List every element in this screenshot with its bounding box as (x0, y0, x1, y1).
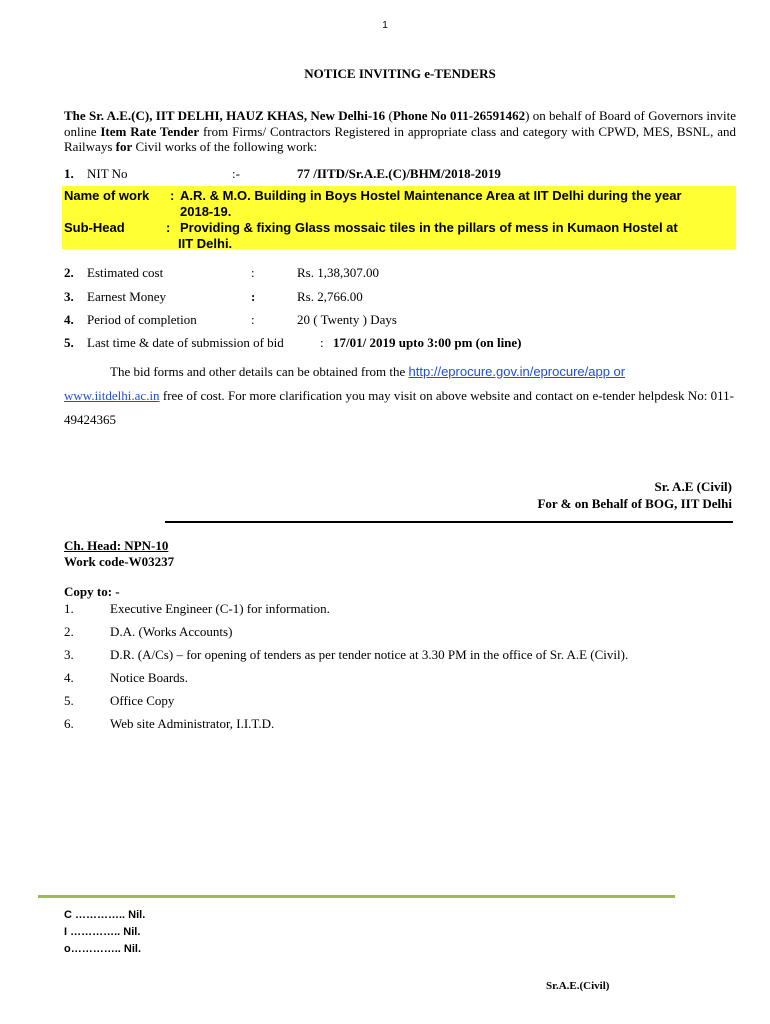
name-of-work-line1: A.R. & M.O. Building in Boys Hostel Maintenance Area at IIT Delhi during the year (180, 188, 682, 203)
name-of-work-label: Name of work (64, 188, 150, 203)
nit-label: NIT No (87, 166, 128, 181)
bid-text: The bid forms and other details can be obtained from the (110, 364, 409, 379)
sub-head-label: Sub-Head (64, 220, 125, 235)
intro-text: ( (385, 108, 393, 123)
divider-line (165, 521, 733, 523)
intro-authority: The Sr. A.E.(C), IIT DELHI, HAUZ KHAS, New Delhi-16 (64, 108, 386, 123)
intro-phone: Phone No 011-26591462 (392, 108, 526, 123)
intro-text: from Firms/ Contractors Registered in appropriate class and category with CPWD, MES, BSNL, and Railways (64, 123, 736, 154)
list-item (64, 716, 744, 734)
cio-line: I ………….. Nil. (64, 926, 141, 938)
list-number: 4. (64, 670, 74, 685)
list-number: 1. (64, 601, 74, 616)
list-number: 5. (64, 693, 74, 708)
page-title: NOTICE INVITING e-TENDERS (304, 66, 496, 81)
sub-head-line2: IIT Delhi. (178, 236, 233, 251)
intro-text: ) on behalf of Board of Governors invite online (64, 108, 736, 139)
signature-behalf: For & on Behalf of BOG, IIT Delhi (537, 496, 732, 511)
list-text: D.R. (A/Cs) – for opening of tenders as per tender notice at 3.30 PM in the office of Sr. A.E (Civil). (110, 647, 629, 662)
eprocure-link[interactable]: http://eprocure.gov.in/eprocure/app or (408, 364, 626, 379)
list-text: Office Copy (110, 693, 175, 708)
list-text: D.A. (Works Accounts) (110, 624, 233, 639)
work-code: Work code-W03237 (64, 554, 175, 569)
list-text: Web site Administrator, I.I.T.D. (110, 716, 275, 731)
detail-number: 5. (64, 335, 74, 350)
detail-number: 2. (64, 265, 74, 280)
page-number: 1 (382, 20, 388, 31)
list-number: 2. (64, 624, 74, 639)
bid-text: free of cost. For more clarification you may visit on above website and contact on e-tender helpdesk No: 011-49424365 (64, 388, 734, 427)
detail-label: Earnest Money (87, 289, 167, 304)
detail-label: Estimated cost (87, 265, 164, 280)
head-codes (64, 538, 174, 570)
intro-for: for (115, 139, 133, 154)
detail-row (64, 265, 736, 283)
detail-colon: : (251, 265, 255, 280)
detail-colon: : (251, 312, 255, 327)
detail-value: Rs. 1,38,307.00 (297, 265, 379, 280)
detail-colon: : (320, 335, 324, 350)
name-of-work-colon: : (170, 188, 175, 203)
detail-colon: : (251, 289, 256, 304)
detail-value: 20 ( Twenty ) Days (297, 312, 397, 327)
list-number: 6. (64, 716, 74, 731)
submission-label: Last time & date of submission of bid (87, 335, 284, 350)
list-text: Notice Boards. (110, 670, 188, 685)
cio-block (64, 907, 145, 958)
cio-line: C ………….. Nil. (64, 909, 146, 921)
detail-row (64, 312, 736, 330)
nit-colon: :- (232, 166, 240, 181)
list-item (64, 601, 744, 619)
work-highlight-box (62, 186, 736, 249)
footer-signature: Sr.A.E.(Civil) (546, 980, 610, 992)
bid-paragraph (64, 360, 734, 432)
detail-number: 3. (64, 289, 74, 304)
intro-tender-type: Item Rate Tender (100, 123, 200, 139)
cio-line: o………….. Nil. (64, 943, 141, 955)
copy-to-heading: Copy to: - (64, 584, 120, 599)
signature-title: Sr. A.E (Civil) (654, 479, 732, 494)
list-item (64, 670, 744, 688)
detail-value: Rs. 2,766.00 (297, 289, 363, 304)
detail-label: Period of completion (87, 312, 197, 327)
footer-divider (38, 895, 675, 898)
intro-paragraph (64, 108, 736, 155)
submission-row (64, 335, 736, 353)
list-item (64, 647, 744, 665)
list-item (64, 693, 744, 711)
signature-block (537, 478, 732, 512)
intro-text: Civil works of the following work: (132, 139, 318, 154)
nit-value: 77 /IITD/Sr.A.E.(C)/BHM/2018-2019 (297, 166, 501, 181)
submission-value: 17/01/ 2019 upto 3:00 pm (on line) (333, 335, 522, 350)
list-number: 3. (64, 647, 74, 662)
detail-row (64, 289, 736, 307)
iitdelhi-link[interactable]: www.iitdelhi.ac.in (64, 388, 160, 403)
nit-number: 1. (64, 166, 74, 181)
detail-number: 4. (64, 312, 74, 327)
name-of-work-line2: 2018-19. (180, 204, 232, 219)
list-text: Executive Engineer (C-1) for information. (110, 601, 330, 616)
sub-head-line1: Providing & fixing Glass mossaic tiles in the pillars of mess in Kumaon Hostel at (180, 220, 678, 235)
ch-head: Ch. Head: NPN-10 (64, 538, 169, 553)
sub-head-colon: : (166, 220, 171, 235)
list-item (64, 624, 744, 642)
